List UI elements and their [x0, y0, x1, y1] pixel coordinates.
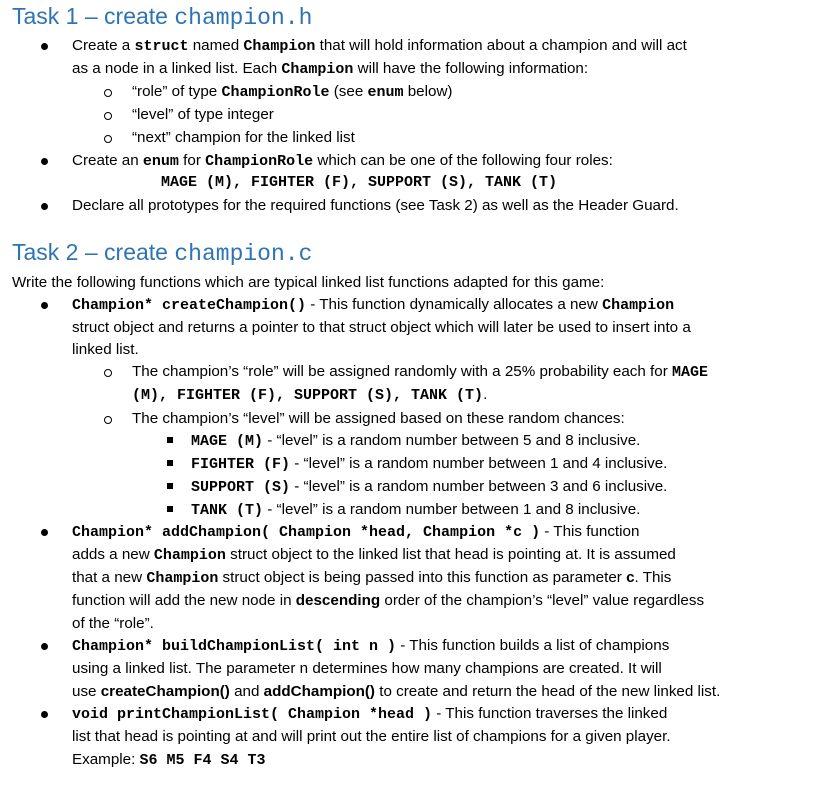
- text-run: Champion: [146, 570, 219, 587]
- text-run: named: [188, 37, 244, 54]
- text-run: void printChampionList( Champion *head ): [72, 706, 433, 723]
- bullet-icon: [41, 643, 48, 650]
- f2-line5: of the “role”.: [72, 615, 154, 632]
- text-run: struct object is being passed into this function as parameter: [218, 569, 627, 586]
- text-run: Champion* createChampion(): [72, 297, 307, 314]
- circle-bullet-icon: [104, 416, 112, 424]
- text-run: will have the following information:: [353, 60, 589, 77]
- task1-bullet1-line1: [72, 35, 687, 58]
- bullet-icon: [41, 529, 48, 536]
- text-run: Champion: [153, 547, 226, 564]
- text-run: - This function: [540, 523, 640, 540]
- text-run: . This: [634, 569, 672, 586]
- text-run: adds a new: [72, 546, 154, 563]
- square-bullet-icon: [167, 460, 173, 466]
- text-run: Champion* buildChampionList( int n ): [72, 638, 397, 655]
- text-run: - “level” is a random number between 1 and 8 inclusive.: [263, 501, 641, 518]
- f2-line3: [72, 567, 671, 590]
- circle-bullet-icon: [104, 89, 112, 97]
- square-bullet-icon: [167, 506, 173, 512]
- task2-heading: [12, 238, 312, 268]
- text-run: to create and return the head of the new linked list.: [375, 683, 721, 700]
- text-run: (M), FIGHTER (F), SUPPORT (S), TANK (T): [132, 387, 484, 404]
- text-run: that will hold information about a champion and will act: [315, 37, 687, 54]
- text-run: - This function traverses the linked: [432, 705, 668, 722]
- circle-bullet-icon: [104, 369, 112, 377]
- f1-line3: linked list.: [72, 341, 139, 358]
- text-run: Champion: [243, 38, 316, 55]
- text-run: TANK (T): [191, 502, 264, 519]
- f1-line2: struct object and returns a pointer to that struct object which will later be used to insert into a: [72, 319, 691, 336]
- f3-line3: [72, 681, 720, 703]
- f2-line1: [72, 521, 639, 544]
- circle-bullet-icon: [104, 112, 112, 120]
- text-run: Example:: [72, 751, 140, 768]
- text-run: Create a: [72, 37, 135, 54]
- text-run: (see: [329, 83, 368, 100]
- text-run: ChampionRole: [205, 153, 314, 170]
- task1-bullet1-line2: [72, 58, 588, 81]
- task2-intro: Write the following functions which are typical linked list functions adapted for this game:: [12, 274, 605, 291]
- text-run: order of the champion’s “level” value regardless: [380, 592, 705, 609]
- task1-bullet3: Declare all prototypes for the required functions (see Task 2) as well as the Header Guard.: [72, 197, 679, 214]
- task1-sub-next: “next” champion for the linked list: [132, 129, 355, 146]
- text-run: createChampion(): [100, 683, 230, 700]
- text-run: SUPPORT (S): [191, 479, 291, 496]
- f1-line1: [72, 294, 674, 317]
- task1-heading-file: champion.h: [174, 5, 313, 31]
- text-run: which can be one of the following four roles:: [313, 152, 613, 169]
- text-run: addChampion(): [263, 683, 375, 700]
- bullet-icon: [41, 203, 48, 210]
- bullet-icon: [41, 158, 48, 165]
- text-run: enum: [367, 84, 404, 101]
- square-bullet-icon: [167, 437, 173, 443]
- chance-item: [191, 430, 640, 453]
- text-run: that a new: [72, 569, 147, 586]
- text-run: - “level” is a random number between 1 and 4 inclusive.: [290, 455, 668, 472]
- f1-sub2: The champion’s “level” will be assigned based on these random chances:: [132, 410, 625, 427]
- task1-sub-level: “level” of type integer: [132, 106, 274, 123]
- task2-heading-file: champion.c: [174, 241, 313, 267]
- text-run: MAGE (M): [191, 433, 264, 450]
- text-run: ChampionRole: [221, 84, 330, 101]
- square-bullet-icon: [167, 483, 173, 489]
- text-run: - This function dynamically allocates a new: [306, 296, 603, 313]
- bullet-icon: [41, 43, 48, 50]
- f3-line2: using a linked list. The parameter n determines how many champions are created. It will: [72, 660, 662, 677]
- text-run: - This function builds a list of champions: [396, 637, 670, 654]
- f2-line2: [72, 544, 676, 567]
- text-run: - “level” is a random number between 5 and 8 inclusive.: [263, 432, 641, 449]
- chance-item: [191, 499, 640, 522]
- task1-heading: [12, 2, 312, 32]
- text-run: Champion: [602, 297, 675, 314]
- text-run: - “level” is a random number between 3 and 6 inclusive.: [290, 478, 668, 495]
- chance-item: [191, 476, 667, 499]
- task1-heading-prefix: Task 1 – create: [12, 3, 175, 29]
- text-run: use: [72, 683, 101, 700]
- text-run: as a node in a linked list. Each: [72, 60, 282, 77]
- task1-sub-role: [132, 81, 452, 104]
- f4-line2: list that head is pointing at and will print out the entire list of champions for a given player.: [72, 728, 671, 745]
- f4-line3: [72, 749, 266, 772]
- f1-sub1-line1: [132, 361, 708, 384]
- text-run: Champion* addChampion( Champion *head, Champion *c ): [72, 524, 541, 541]
- f1-sub1-line2: [132, 384, 487, 407]
- text-run: Create an: [72, 152, 143, 169]
- f2-line4: [72, 590, 704, 612]
- chance-item: [191, 453, 667, 476]
- circle-bullet-icon: [104, 135, 112, 143]
- task1-roles-list: MAGE (M), FIGHTER (F), SUPPORT (S), TANK (T): [161, 174, 558, 191]
- text-run: Champion: [281, 61, 354, 78]
- task1-bullet2-line1: [72, 150, 613, 173]
- text-run: c: [626, 569, 635, 586]
- text-run: “role” of type: [132, 83, 222, 100]
- text-run: descending: [295, 592, 381, 609]
- text-run: function will add the new node in: [72, 592, 296, 609]
- f3-line1: [72, 635, 669, 658]
- text-run: enum: [142, 153, 179, 170]
- f4-line1: [72, 703, 667, 726]
- text-run: MAGE: [672, 364, 709, 381]
- task2-heading-prefix: Task 2 – create: [12, 239, 175, 265]
- bullet-icon: [41, 302, 48, 309]
- text-run: FIGHTER (F): [191, 456, 291, 473]
- text-run: below): [403, 83, 453, 100]
- text-run: for: [178, 152, 206, 169]
- text-run: and: [229, 683, 264, 700]
- text-run: .: [483, 386, 488, 403]
- text-run: struct: [134, 38, 189, 55]
- bullet-icon: [41, 711, 48, 718]
- text-run: struct object to the linked list that head is pointing at. It is assumed: [225, 546, 676, 563]
- text-run: S6 M5 F4 S4 T3: [139, 752, 266, 769]
- text-run: The champion’s “role” will be assigned randomly with a 25% probability each for: [132, 363, 672, 380]
